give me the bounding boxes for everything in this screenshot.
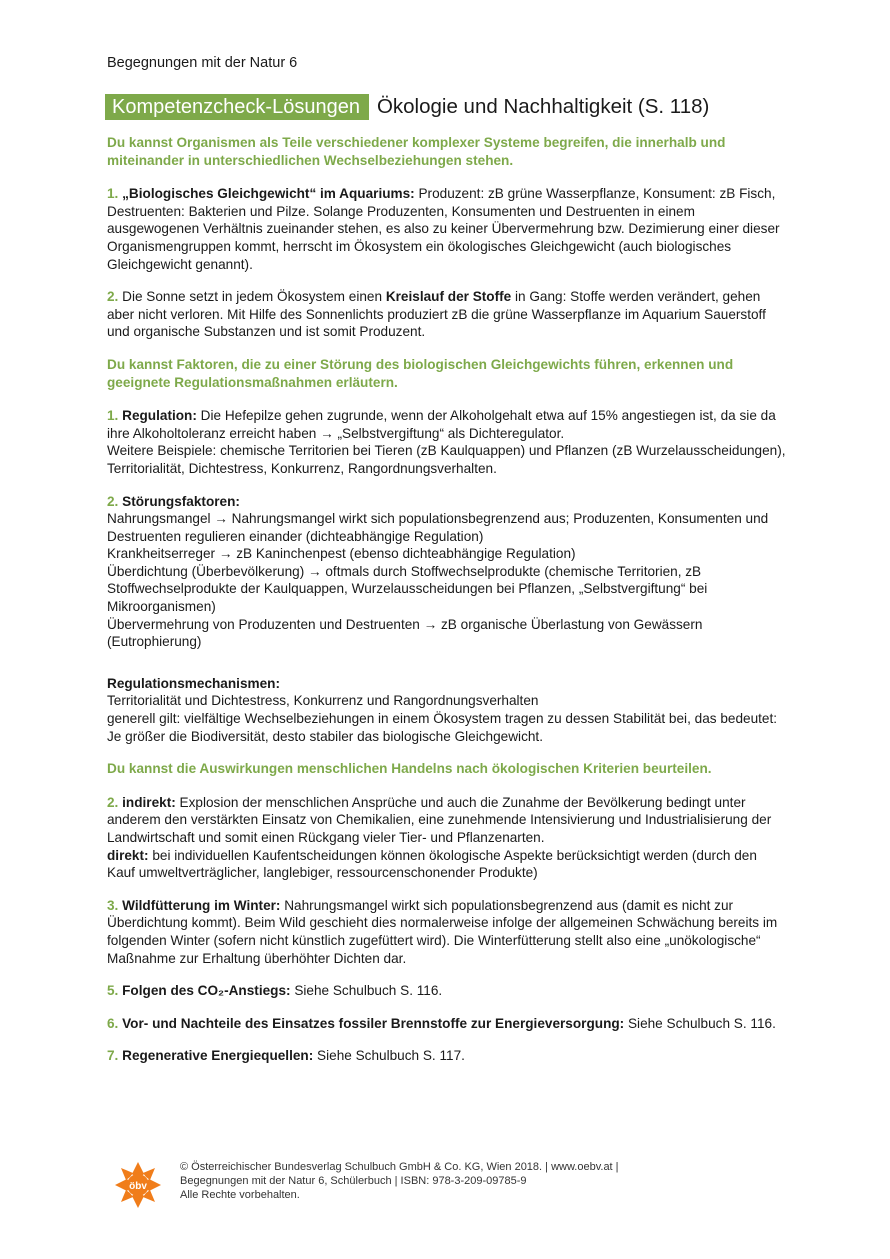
section2-item1: 1. Regulation: Die Hefepilze gehen zugrunde, wenn der Alkoholgehalt etwa auf 15% angestiegen ist, da sie da ihre Alkoholtoleranz erreicht haben → „Selbstvergiftung“ als Dichteregulator. Weitere Beispiele: chemische Territorien bei Tieren (zB Kaulquappen) und Pflanzen (zB Wurzelausscheidungen), Territorialität, Dichtestress, Konkurrenz, Rangordnungsverhalten. <box>107 408 786 476</box>
regulation-block: Regulationsmechanismen: Territorialität und Dichtestress, Konkurrenz und Rangordnungsverhalten generell gilt: vielfältige Wechselbeziehungen in einem Ökosystem tragen zu dessen Stabilität bei, das bedeutet: Je größer die Biodiversität, desto stabiler das biologische Gleichgewicht. <box>107 675 778 744</box>
section2-item2: 2. Störungsfaktoren: Nahrungsmangel → Nahrungsmangel wirkt sich populationsbegrenzend aus; Produzenten, Konsumenten und Destruenten regulieren einander (dichteabhängige Regulation) Krankheitserreger → zB Kaninchenpest (ebenso dichteabhängige Regulation) Überdichtung (Überbevölkerung) → oftmals durch Stoffwechselprodukte (chemische Territorien, zB Stoffwechselprodukte der Kaulquappen, Wurzelausscheidungen bei Pflanzen, „Selbstvergiftung“ bei Mikroorganismen) Übervermehrung von Produzenten und Destruenten → zB organische Überlastung von Gewässern (Eutrophierung) <box>107 493 787 651</box>
section3-item5: 5. Folgen des CO₂-Anstiegs: Siehe Schulbuch S. 116. <box>107 983 443 999</box>
list-item: Überdichtung (Überbevölkerung) → oftmals durch Stoffwechselprodukte (chemische Territorien, zB Stoffwechselprodukte der Kaulquappen, Wurzelausscheidungen bei Pflanzen, „Selbstvergiftung“ bei Mikroorganismen) <box>107 563 708 615</box>
svg-text:öbv: öbv <box>129 1181 147 1192</box>
section3-item7: 7. Regenerative Energiequellen: Siehe Schulbuch S. 117. <box>107 1048 465 1064</box>
section1-heading: Du kannst Organismen als Teile verschiedener komplexer Systeme begreifen, die innerhalb und miteinander in unterschiedlichen Wechselbeziehungen stehen. <box>107 135 726 168</box>
list-item: Krankheitserreger → zB Kaninchenpest (ebenso dichteabhängige Regulation) <box>107 546 576 562</box>
section1-item1: 1. „Biologisches Gleichgewicht“ im Aquariums: Produzent: zB grüne Wasserpflanze, Konsument: zB Fisch, Destruenten: Bakterien und Pilze. Solange Produzenten, Konsumenten und Destruenten in einem ausgewogenen Verhältnis zueinander stehen, es also zu keiner Übervermehrung bzw. Dezimierung einer dieser Organismengruppen kommt, herrscht im Ökosystem ein ökologisches Gleichgewicht (auch biologisches Gleichgewicht genannt). <box>107 186 780 272</box>
list-item: Nahrungsmangel → Nahrungsmangel wirkt sich populationsbegrenzend aus; Produzenten, Konsumenten und Destruenten regulieren einander (dichteabhängige Regulation) <box>107 511 769 544</box>
oebv-logo-icon <box>113 1160 163 1210</box>
list-item: Übervermehrung von Produzenten und Destruenten → zB organische Überlastung von Gewässern (Eutrophierung) <box>107 616 703 650</box>
section3-item6: 6. Vor- und Nachteile des Einsatzes fossiler Brennstoffe zur Energieversorgung: Siehe Schulbuch S. 116. <box>107 1015 776 1031</box>
book-title: Begegnungen mit der Natur 6 <box>107 55 298 71</box>
section3-item3: 3. Wildfütterung im Winter: Nahrungsmangel wirkt sich populationsbegrenzend aus (damit es nicht zur Überdichtung kommt). Beim Wild geschieht dies normalerweise infolge der allgemeinen Schwächung bereits im folgenden Winter (sofern nicht künstlich zugefüttert wird). Die Winterfütterung stellt also eine „unökologische“ Maßnahme zur Erhaltung überhöhter Dichten dar. <box>107 897 778 966</box>
page-title: Ökologie und Nachhaltigkeit (S. 118) <box>376 95 710 118</box>
section1-item2: 2. Die Sonne setzt in jedem Ökosystem einen Kreislauf der Stoffe in Gang: Stoffe werden verändert, gehen aber nicht verloren. Mit Hilfe des Sonnenlichts produziert zB die grüne Wasserpflanze im Aquarium Sauerstoff und organische Substanzen und ist somit Produzent. <box>107 289 766 340</box>
title-badge: Kompetenzcheck-Lösungen <box>105 94 369 120</box>
section3-heading: Du kannst die Auswirkungen menschlichen Handelns nach ökologischen Kriterien beurteilen. <box>107 761 712 777</box>
content <box>107 134 787 1080</box>
footer-text: © Österreichischer Bundesverlag Schulbuch GmbH & Co. KG, Wien 2018. | www.oebv.at | Begegnungen mit der Natur 6, Schülerbuch | ISBN: 978-3-209-09785-9 Alle Rechte vorbehalten. <box>180 1161 619 1201</box>
section3-item2: 2. indirekt: Explosion der menschlichen Ansprüche und auch die Zunahme der Bevölkerung bedingt unter anderem den verstärkten Einsatz von Chemikalien, eine zunehmende Intensivierung und Industrialisierung der Landwirtschaft und somit einen Rückgang vieler Tier- und Pflanzenarten. direkt: bei individuellen Kaufentscheidungen können ökologische Aspekte berücksichtigt werden (durch den Kauf umweltverträglicher, langlebiger, ressourcenschonender Produkte) <box>107 794 772 881</box>
title-row <box>105 94 709 120</box>
section2-heading: Du kannst Faktoren, die zu einer Störung des biologischen Gleichgewichts führen, erkennen und geeignete Regulationsmaßnahmen erläutern. <box>107 356 734 390</box>
